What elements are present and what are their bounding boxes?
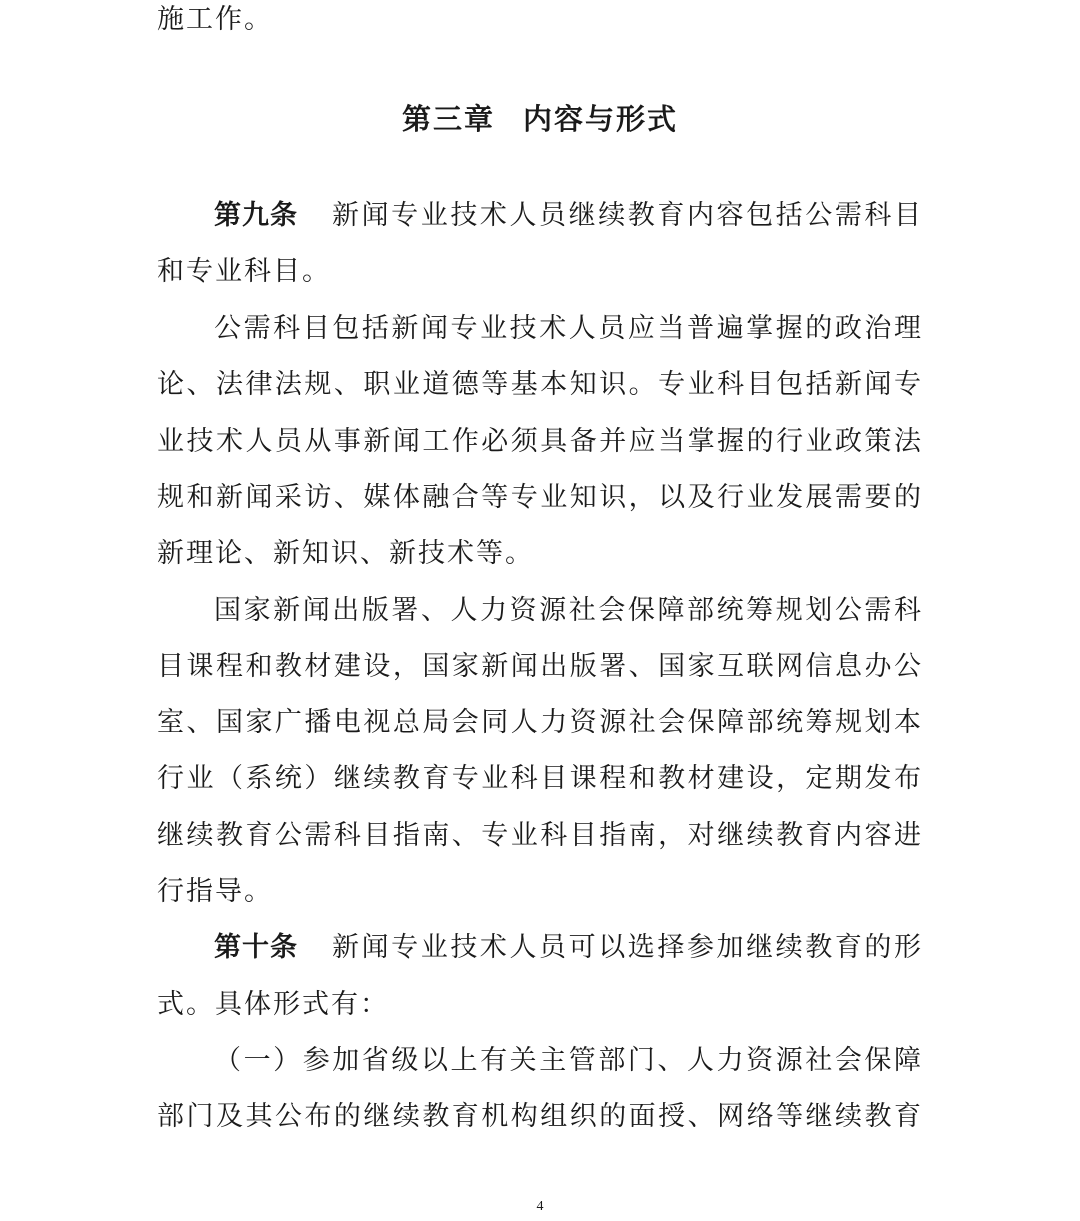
- paragraph-line: 国家新闻出版署、人力资源社会保障部统筹规划公需科: [214, 595, 923, 626]
- page-number: 4: [536, 1199, 544, 1214]
- paragraph-line: 论、法律法规、职业道德等基本知识。专业科目包括新闻专: [157, 369, 923, 400]
- article-10-first-line: [214, 930, 923, 966]
- paragraph-line: 公需科目包括新闻专业技术人员应当普遍掌握的政治理: [214, 313, 923, 344]
- chapter-number: 第三章: [401, 102, 495, 136]
- article-10-label: 第十条: [214, 932, 298, 963]
- article-9-continuation: 和专业科目。: [157, 256, 331, 287]
- paragraph-line: 继续教育公需科目指南、专业科目指南，对继续教育内容进: [157, 820, 923, 851]
- paragraph-line: 行指导。: [157, 876, 273, 907]
- chapter-title: 内容与形式: [523, 102, 679, 136]
- article-10-continuation: 式。具体形式有：: [157, 989, 389, 1020]
- article-9-first-line: [214, 198, 923, 234]
- continued-text-line: 施工作。: [157, 4, 273, 35]
- paragraph-line: 新理论、新知识、新技术等。: [157, 538, 534, 569]
- article-10-text: 新闻专业技术人员可以选择参加继续教育的形: [332, 932, 923, 963]
- paragraph-line: 室、国家广播电视总局会同人力资源社会保障部统筹规划本: [157, 707, 923, 738]
- article-9-label: 第九条: [214, 200, 298, 231]
- paragraph-line: 规和新闻采访、媒体融合等专业知识，以及行业发展需要的: [157, 482, 923, 513]
- article-9-text: 新闻专业技术人员继续教育内容包括公需科目: [332, 200, 923, 231]
- chapter-heading: [0, 100, 1080, 138]
- paragraph-line: 业技术人员从事新闻工作必须具备并应当掌握的行业政策法: [157, 426, 923, 457]
- paragraph-line: 行业（系统）继续教育专业科目课程和教材建设，定期发布: [157, 763, 923, 794]
- list-item-line: （一）参加省级以上有关主管部门、人力资源社会保障: [214, 1045, 923, 1076]
- list-item-line: 部门及其公布的继续教育机构组织的面授、网络等继续教育: [157, 1101, 923, 1132]
- paragraph-line: 目课程和教材建设，国家新闻出版署、国家互联网信息办公: [157, 651, 923, 682]
